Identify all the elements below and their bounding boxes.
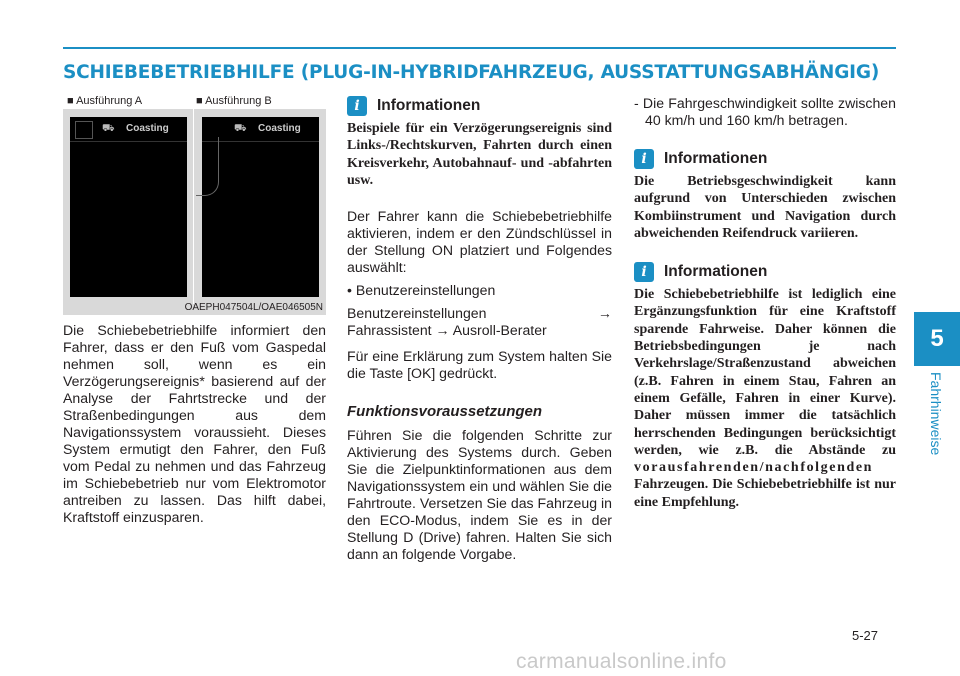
info-title-2: Informationen <box>664 150 768 167</box>
info-heading-2 <box>634 148 896 170</box>
arrow-right-icon: → <box>597 305 612 322</box>
car-icon: ⛟ <box>102 123 115 134</box>
info-text-3 <box>634 286 896 511</box>
intro-paragraph: Die Schiebebetriebhilfe informiert den Fahrer, dass er den Fuß vom Gaspedal nehmen soll, wenn es ein Verzögerungsereignis* basierend auf der Analyse der Fahrtstrecke und der Straßenbedingungen aus dem Navigationssystem voraussieht. Dieses System ermutigt den Fahrer, den Fuß vom Pedal zu nehmen und das Fahrzeug im Schiebebetrieb nur vom Elektromotor antreiben zu lassen. Das hilft dabei, Kraftstoff einzusparen. <box>63 322 326 525</box>
coasting-label-a: Coasting <box>126 123 169 134</box>
section-title: SCHIEBEBETRIEBHILFE (PLUG-IN-HYBRIDFAHRZEUG, AUSSTATTUNGSABHÄNGIG) <box>63 62 880 83</box>
info-icon: i <box>634 149 654 169</box>
settings-bullet: • Benutzereinstellungen <box>347 282 496 299</box>
info-text-2: Die Betriebsgeschwindigkeit kann aufgrund von Unterschieden zwischen Kombiinstrument und Navigation durch abweichenden Reifendruck variieren. <box>634 174 896 241</box>
info-icon: i <box>634 262 654 282</box>
menu-path-line-2: Fahrassistent → Ausroll-Berater <box>347 322 547 339</box>
coasting-label-b: Coasting <box>258 123 301 134</box>
info-title-3: Informationen <box>664 263 768 281</box>
car-icon: ⛟ <box>234 123 247 134</box>
watermark: carmanualsonline.info <box>516 650 727 673</box>
menu-path-line-1 <box>347 305 612 322</box>
speed-requirement: - Die Fahrgeschwindigkeit sollte zwischen 40 km/h und 160 km/h betragen. <box>634 95 896 128</box>
figure-labels <box>63 95 326 109</box>
figure <box>63 109 326 315</box>
chapter-tab[interactable]: 5 <box>914 312 960 366</box>
indicator-square <box>75 121 93 139</box>
column-1 <box>63 95 326 526</box>
chapter-label: Fahrhinweise <box>928 372 944 456</box>
info-text: Beispiele für ein Verzögerungsereignis sind Links-/Rechtskurven, Fahrten durch einen Kreisverkehr, Autobahnauf- und -abfahrten usw. <box>347 121 612 188</box>
info-text-3-part-a: Die Schiebebetriebhilfe ist lediglich eine Ergänzungsfunktion für eine Kraftstoff sparende Fahrweise. Daher können die Betriebsbedingungen je nach Verkehrslage/Straßenzustand abweichen (z.B. Fahren in einem Stau, Fahren an einem Gefälle, Fahren in einer Kurve). Daher müssen immer die tatsächlich herrschenden Bedingungen berücksichtigt werden, wie z.B. die Abstände zu <box>634 287 896 458</box>
figure-label-a: ■ Ausführung A <box>67 95 143 107</box>
column-2 <box>347 95 612 563</box>
page-number: 5-27 <box>852 628 879 643</box>
gauge-arc <box>196 137 219 196</box>
info-icon: i <box>347 96 367 116</box>
subheading: Funktionsvoraussetzungen <box>347 403 543 421</box>
activation-paragraph: Der Fahrer kann die Schiebebetriebhilfe aktivieren, indem er den Zündschlüssel in der Stellung ON platziert und Folgendes auswählt: <box>347 208 612 276</box>
info-heading-3 <box>634 261 896 283</box>
figure-code: OAEPH047504L/OAE046505N <box>184 302 323 313</box>
menu-path-start: Benutzereinstellungen <box>347 305 487 322</box>
info-heading <box>347 95 612 117</box>
info-title: Informationen <box>377 97 481 114</box>
cluster-screen-a <box>70 117 187 297</box>
cluster-screen-b <box>202 117 319 297</box>
ok-paragraph: Für eine Erklärung zum System halten Sie die Taste [OK] gedrückt. <box>347 348 612 382</box>
conditions-paragraph: Führen Sie die folgenden Schritte zur Aktivierung des Systems durch. Geben Sie die Zielpunktinformationen aus dem Navigationssystem ein und wählen Sie die Fahrtroute. Versetzen Sie das Fahrzeug in den ECO-Modus, indem Sie es in der Stellung D (Drive) fahren. Halten Sie sich dann an folgende Vorgabe. <box>347 427 612 563</box>
header-rule <box>63 47 896 49</box>
info-text-3-part-b: vorausfahrenden/nachfolgenden <box>634 460 874 476</box>
column-3 <box>634 95 896 511</box>
info-text-3-part-c: Fahrzeugen. Die Schiebebetriebhilfe ist nur eine Empfehlung. <box>634 477 896 510</box>
figure-divider <box>193 109 194 304</box>
figure-label-b: ■ Ausführung B <box>196 95 272 107</box>
